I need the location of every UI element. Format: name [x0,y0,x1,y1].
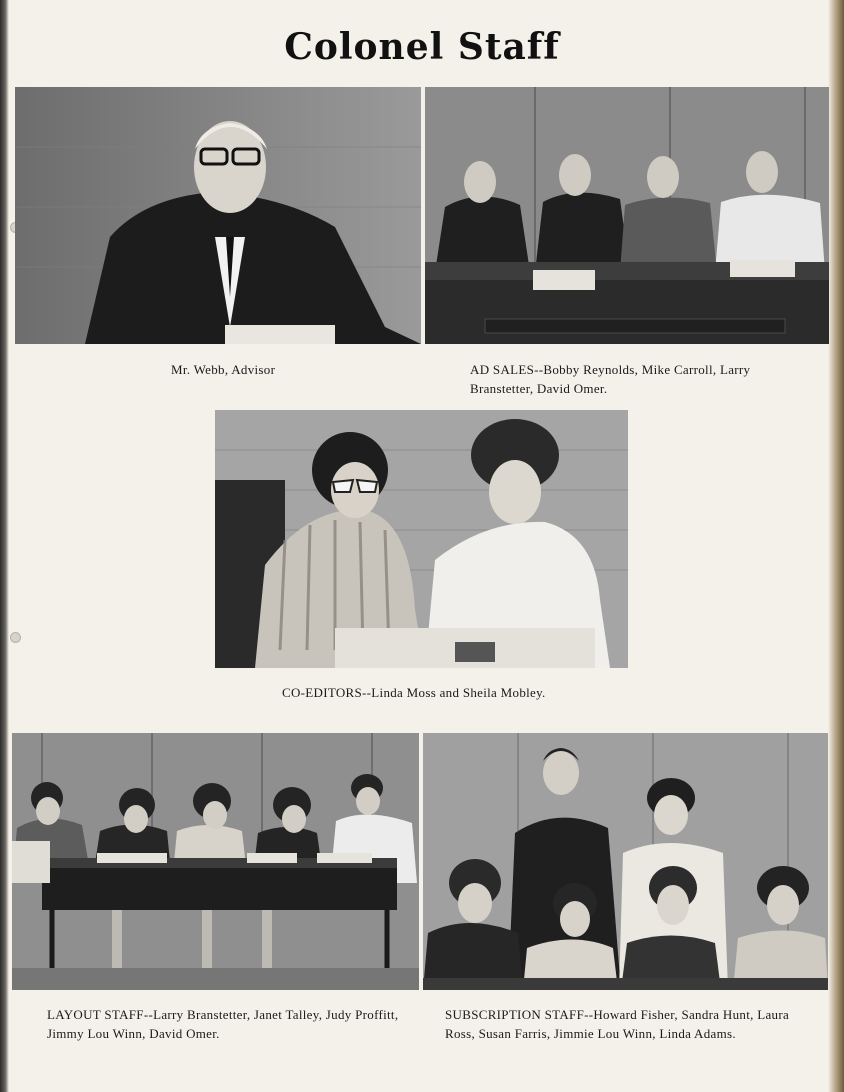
binding-edge-left [0,0,9,1092]
photo-co-editors [215,410,628,668]
caption-co-editors: CO-EDITORS--Linda Moss and Sheila Mobley. [282,685,546,700]
caption-ad-sales: AD SALES--Bobby Reynolds, Mike Carroll, Larry Branstetter, David Omer. [470,362,751,396]
photo-ad-sales [425,87,829,344]
caption-subscription-staff: SUBSCRIPTION STAFF--Howard Fisher, Sandra Hunt, Laura Ross, Susan Farris, Jimmie Lou Winn, Linda Adams. [445,1007,790,1041]
photo-subscription-staff [423,733,828,990]
binder-hole-bottom [10,632,21,643]
page-title: Colonel Staff [284,26,560,68]
binding-edge-right [828,0,844,1092]
photo-layout-staff [12,733,419,990]
caption-layout-staff: LAYOUT STAFF--Larry Branstetter, Janet Talley, Judy Proffitt, Jimmy Lou Winn, David Omer. [47,1007,399,1041]
caption-advisor: Mr. Webb, Advisor [171,362,276,377]
photo-advisor [15,87,421,344]
